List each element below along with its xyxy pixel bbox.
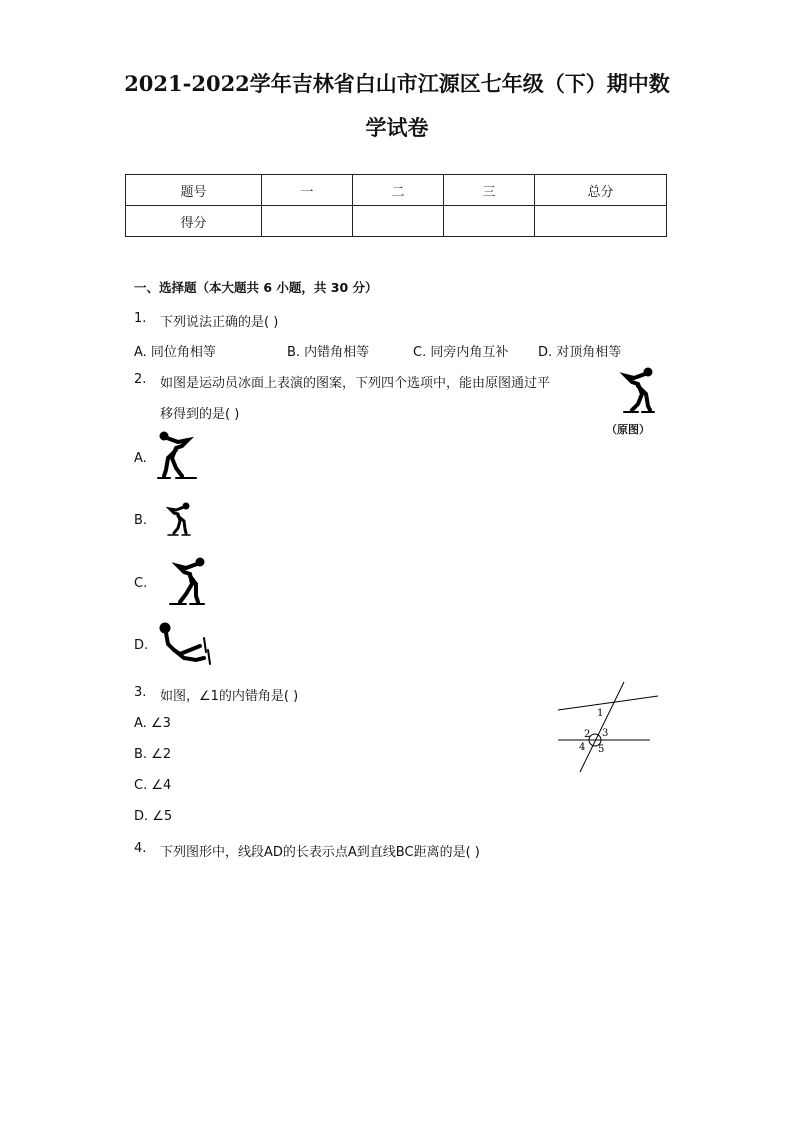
skater-option-d-figure[interactable]	[156, 620, 212, 668]
score-header-cell: 二	[353, 175, 444, 206]
score-header-cell: 三	[444, 175, 535, 206]
figure-caption: （原图）	[606, 423, 650, 436]
option-b[interactable]: B. ∠2	[134, 747, 172, 762]
question-text-continued: 移得到的是( )	[160, 407, 240, 422]
upper-line	[558, 696, 658, 710]
skater-option-a-figure[interactable]	[156, 430, 208, 484]
transversal-line	[580, 682, 624, 772]
angle-label-1: 1	[597, 708, 604, 719]
score-table-header-row	[126, 175, 667, 206]
score-cell[interactable]	[535, 206, 667, 237]
option-a[interactable]: A. 同位角相等	[134, 345, 216, 360]
score-table-row	[126, 206, 667, 237]
skater-option-c-figure[interactable]	[156, 556, 208, 610]
option-c[interactable]: C. ∠4	[134, 778, 172, 793]
angle-label-2: 2	[584, 729, 591, 740]
question-number: 3.	[134, 685, 147, 700]
option-a[interactable]: A.	[134, 451, 147, 466]
score-cell[interactable]	[353, 206, 444, 237]
question-number: 1.	[134, 311, 147, 326]
angle-figure	[554, 680, 662, 774]
exam-title-line1: 2021-2022学年吉林省白山市江源区七年级（下）期中数	[124, 71, 670, 96]
option-d[interactable]: D. 对顶角相等	[538, 345, 622, 360]
score-header-cell: 总分	[535, 175, 667, 206]
question-number: 2.	[134, 372, 147, 387]
option-c[interactable]: C.	[134, 576, 148, 591]
question-number: 4.	[134, 841, 147, 856]
score-header-cell: 题号	[126, 175, 262, 206]
section-heading: 一、选择题（本大题共 6 小题，共 30 分）	[134, 280, 378, 295]
score-row-label: 得分	[126, 206, 262, 237]
exam-title-line2: 学试卷	[365, 115, 429, 140]
option-d[interactable]: D. ∠5	[134, 809, 173, 824]
option-c[interactable]: C. 同旁内角互补	[413, 345, 509, 360]
option-b[interactable]: B. 内错角相等	[287, 345, 370, 360]
score-table	[125, 174, 667, 237]
score-cell[interactable]	[262, 206, 353, 237]
question-text: 下列说法正确的是( )	[160, 315, 279, 330]
angle-label-4: 4	[579, 742, 586, 753]
option-b[interactable]: B.	[134, 513, 148, 528]
option-d[interactable]: D.	[134, 638, 149, 653]
question-text: 如图是运动员冰面上表演的图案，下列四个选项中，能由原图通过平	[160, 376, 551, 391]
score-header-cell: 一	[262, 175, 353, 206]
question-text: 如图，∠1的内错角是( )	[160, 689, 299, 704]
question-text: 下列图形中，线段AD的长表示点A到直线BC距离的是( )	[160, 845, 480, 860]
angle-label-3: 3	[602, 728, 609, 739]
skater-option-b-figure[interactable]	[158, 501, 192, 539]
option-a[interactable]: A. ∠3	[134, 716, 171, 731]
angle-label-5: 5	[598, 744, 605, 755]
score-cell[interactable]	[444, 206, 535, 237]
skater-original-figure	[608, 366, 656, 418]
